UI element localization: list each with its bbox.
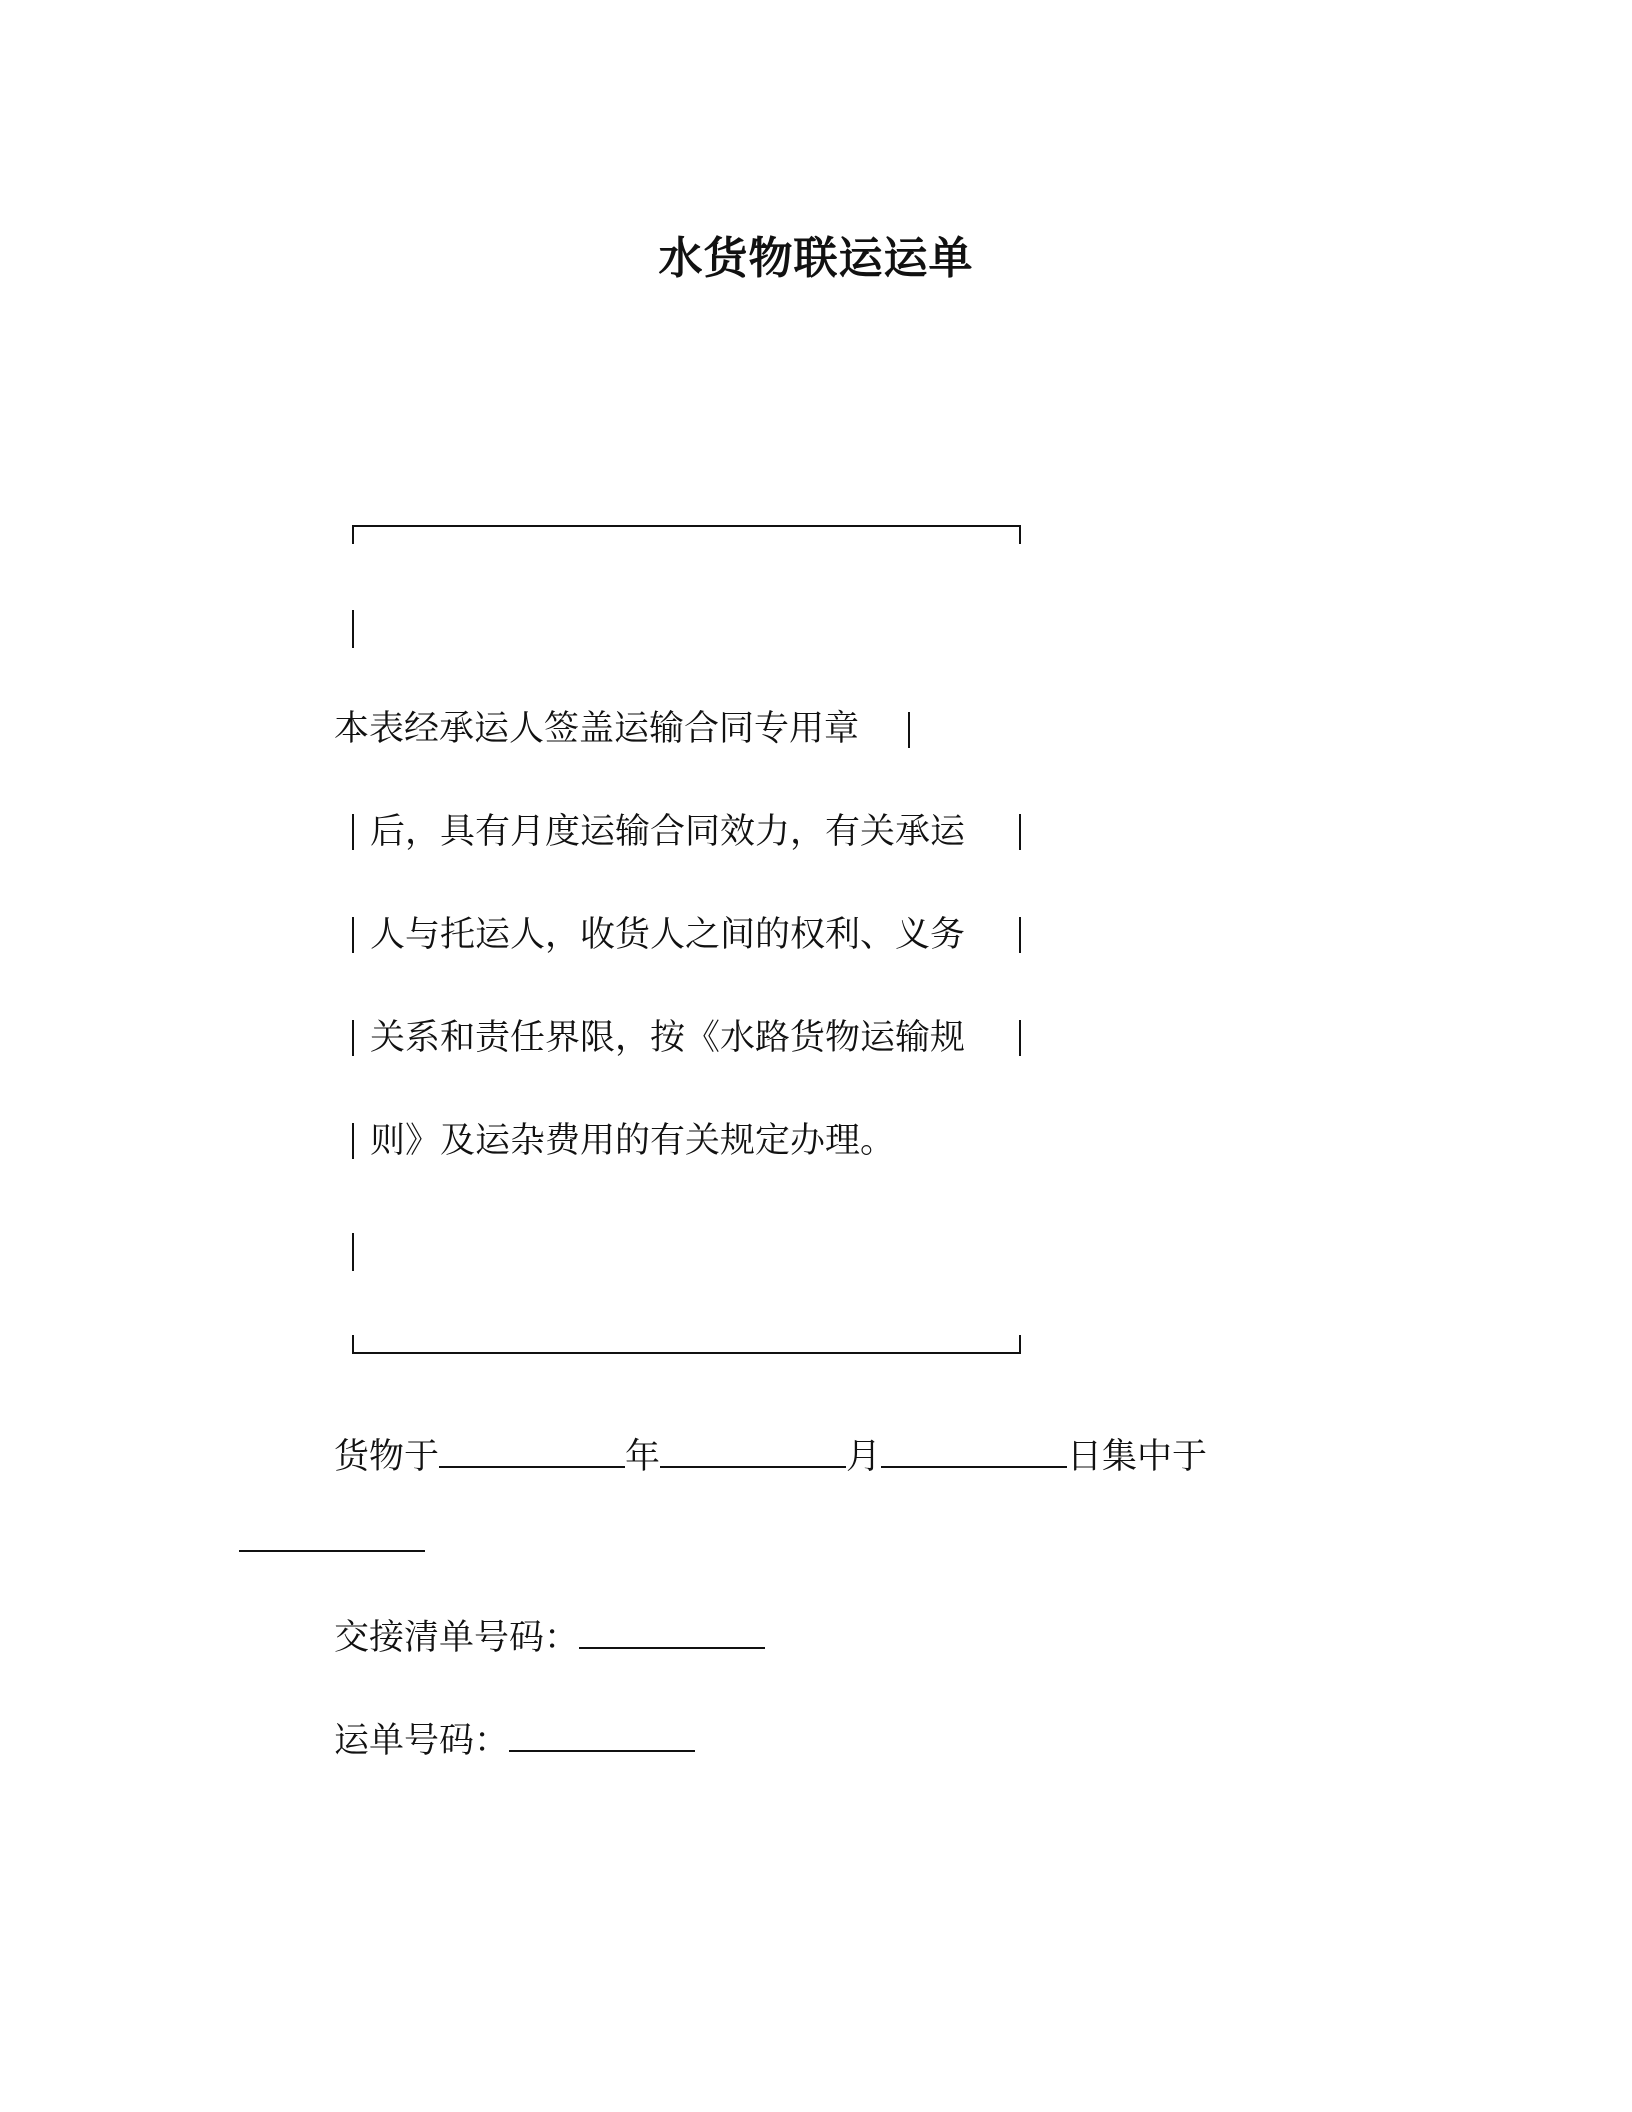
stamp-text-line-3: 人与托运人，收货人之间的权利、义务: [370, 915, 966, 955]
goods-prefix-label: 货物于: [334, 1437, 440, 1477]
handover-list-line: [334, 1611, 765, 1660]
stamp-box-right-bar: [1019, 814, 1021, 850]
stamp-box-left-bar: [352, 1020, 354, 1056]
stamp-box-right-bar: [908, 712, 910, 748]
month-label: 月: [846, 1437, 882, 1477]
day-label: 日集中于: [1067, 1437, 1208, 1477]
waybill-line: [334, 1714, 695, 1763]
stamp-text-line-1: 本表经承运人签盖运输合同专用章: [334, 709, 860, 749]
stamp-text-line-5: 则》及运杂费用的有关规定办理。: [370, 1121, 896, 1161]
year-label: 年: [625, 1437, 661, 1477]
stamp-text-line-4: 关系和责任界限，按《水路货物运输规: [370, 1018, 966, 1058]
stamp-box-top-right-corner: [1019, 525, 1021, 544]
stamp-box-left-bar: [352, 1233, 354, 1271]
stamp-box-left-bar: [352, 917, 354, 953]
stamp-box-top-border: [352, 525, 1021, 527]
day-field[interactable]: [881, 1430, 1067, 1468]
waybill-label: 运单号码：: [334, 1721, 510, 1761]
stamp-text-line-2: 后，具有月度运输合同效力，有关承运: [370, 812, 966, 852]
location-field[interactable]: [239, 1550, 425, 1552]
page-title: 水货物联运运单: [658, 233, 974, 284]
stamp-box-left-bar: [352, 814, 354, 850]
stamp-box-top-left-corner: [352, 525, 354, 544]
stamp-box-right-bar: [1019, 1020, 1021, 1056]
stamp-box-right-bar: [1019, 917, 1021, 953]
stamp-box-left-bar: [352, 610, 354, 648]
handover-list-field[interactable]: [579, 1611, 765, 1649]
handover-list-label: 交接清单号码：: [334, 1618, 580, 1658]
year-field[interactable]: [439, 1430, 625, 1468]
waybill-field[interactable]: [509, 1714, 695, 1752]
month-field[interactable]: [660, 1430, 846, 1468]
stamp-box-bottom-border: [352, 1352, 1021, 1354]
stamp-box-left-bar: [352, 1123, 354, 1159]
goods-date-line: [334, 1430, 1207, 1479]
